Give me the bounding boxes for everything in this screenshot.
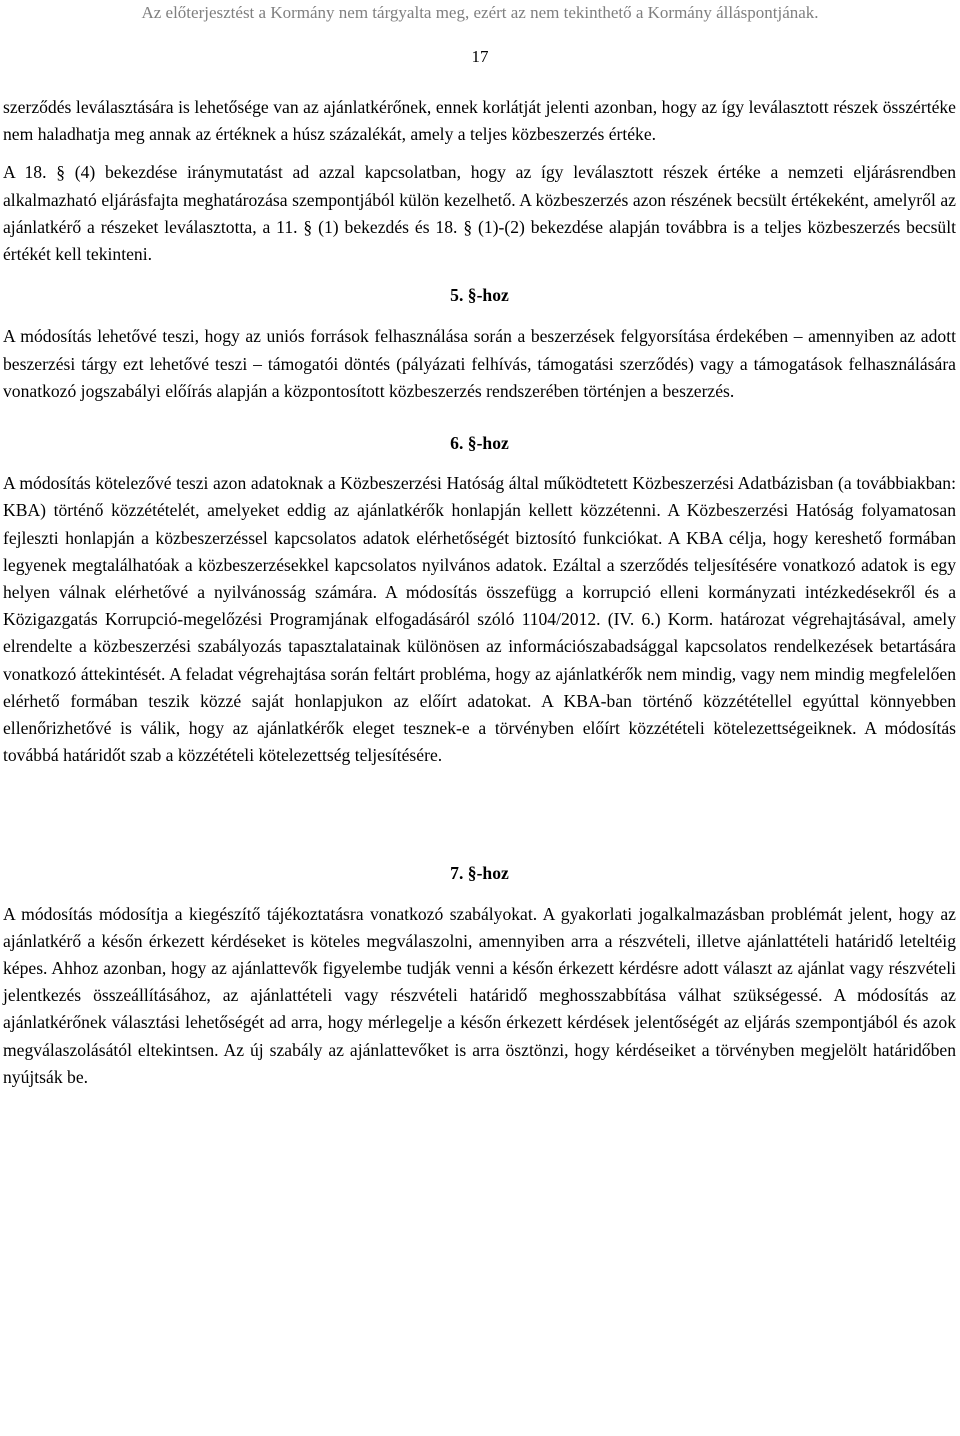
- document-body: [3, 94, 956, 1091]
- paragraph-section-5: A módosítás lehetővé teszi, hogy az uniós források felhasználása során a beszerzések felgyorsítása érdekében – amennyiben az adott beszerzési tárgy ezt lehetővé teszi – támogatói döntés (pályázati felhívás, támogatási szerződés) vagy a támogatások felhasználására vonatkozó jogszabályi előírás alapján a központosított közbeszerzés rendszerében történjen a beszerzés.: [3, 326, 956, 401]
- heading-section-7: 7. §-hoz: [450, 863, 509, 884]
- heading-section-5: 5. §-hoz: [450, 285, 509, 306]
- page-number: 17: [471, 47, 489, 66]
- paragraph-section-6: A módosítás kötelezővé teszi azon adatoknak a Közbeszerzési Hatóság által működtetett Közbeszerzési Adatbázisban (a továbbiakban: KBA) történő közzétételét, amelyeket eddig az ajánlatkérők honlapján kellett közzétenni. A Közbeszerzési Hatóság folyamatosan fejleszti honlapján a közbeszerzéssel kapcsolatos adatok elérhetőségét biztosító funkciókat. A KBA célja, hogy kereshető formában legyenek megtalálhatóak a közbeszerzésekkel kapcsolatos nyilvános adatok. Ezáltal a szerződés teljesítésére vonatkozó adatok is egy helyen válnak elérhetővé a nyilvánosság számára. A módosítás összefügg a korrupció elleni kormányzati intézkedésekről és a Közigazgatás Korrupció-megelőzési Programjának elfogadásáról szóló 1104/2012. (IV. 6.) Korm. határozat végrehajtásával, amely elrendelte a közbeszerzési szabályozás tapasztalatainak különösen az információszabadsággal kapcsolatos rendelkezések betartására vonatkozó áttekintését. A feladat végrehajtása során feltárt probléma, hogy az ajánlatkérők nem mindig, vagy nem mindig megfelelően elérhető formában teszik közzé saját honlapjukon az előírt adatokat. A KBA-ban történő közzététellel egyúttal könnyebben ellenőrizhetővé is válik, hogy az ajánlatkérők eleget tesznek-e a törvényben előírt közzétételi kötelezettségeiknek. A módosítás továbbá határidőt szab a közzétételi kötelezettség teljesítésére.: [3, 473, 956, 766]
- paragraph-section-18: A 18. § (4) bekezdése iránymutatást ad azzal kapcsolatban, hogy az így leválasztott részek értéke a nemzeti eljárásrendben alkalmazható eljárásfajta meghatározása szempontjából külön kezelhető. A közbeszerzés azon részének becsült értékeként, amelyről az ajánlatkérő a részeket leválasztotta, a 11. § (1) bekezdés és 18. § (1)-(2) bekezdése alapján továbbra is a teljes közbeszerzés becsült értékét kell tekinteni.: [3, 162, 956, 265]
- paragraph-continuation: szerződés leválasztására is lehetősége van az ajánlatkérőnek, ennek korlátját jelenti azonban, hogy az így leválasztott részek összértéke nem haladhatja meg annak az értéknek a húsz százalékát, amely a teljes közbeszerzés értéke.: [3, 97, 956, 145]
- heading-section-6: 6. §-hoz: [450, 433, 509, 454]
- confidentiality-notice: Az előterjesztést a Kormány nem tárgyalta meg, ezért az nem tekinthető a Kormány álláspontjának.: [141, 3, 819, 22]
- paragraph-section-7: A módosítás módosítja a kiegészítő tájékoztatásra vonatkozó szabályokat. A gyakorlati jogalkalmazásban problémát jelent, hogy az ajánlatkérő a későn érkezett kérdéseket is köteles megválaszolni, amennyiben arra a részvételi, illetve ajánlattételi határidő leteltéig képes. Ahhoz azonban, hogy az ajánlattevők figyelembe tudják venni a későn érkezett kérdésre adott választ az ajánlat vagy részvételi jelentkezés összeállításához, az ajánlattételi vagy részvételi határidő meghosszabbítása válhat szükségessé. A módosítás az ajánlatkérőnek választási lehetőségét ad arra, hogy mérlegelje a későn érkezett kérdések jelentőségét az eljárás szempontjából és azok megválaszolásától eltekintsen. Az új szabály az ajánlattevőket is arra ösztönzi, hogy kérdéseiket a törvényben megjelölt határidőben nyújtsák be.: [3, 903, 956, 1087]
